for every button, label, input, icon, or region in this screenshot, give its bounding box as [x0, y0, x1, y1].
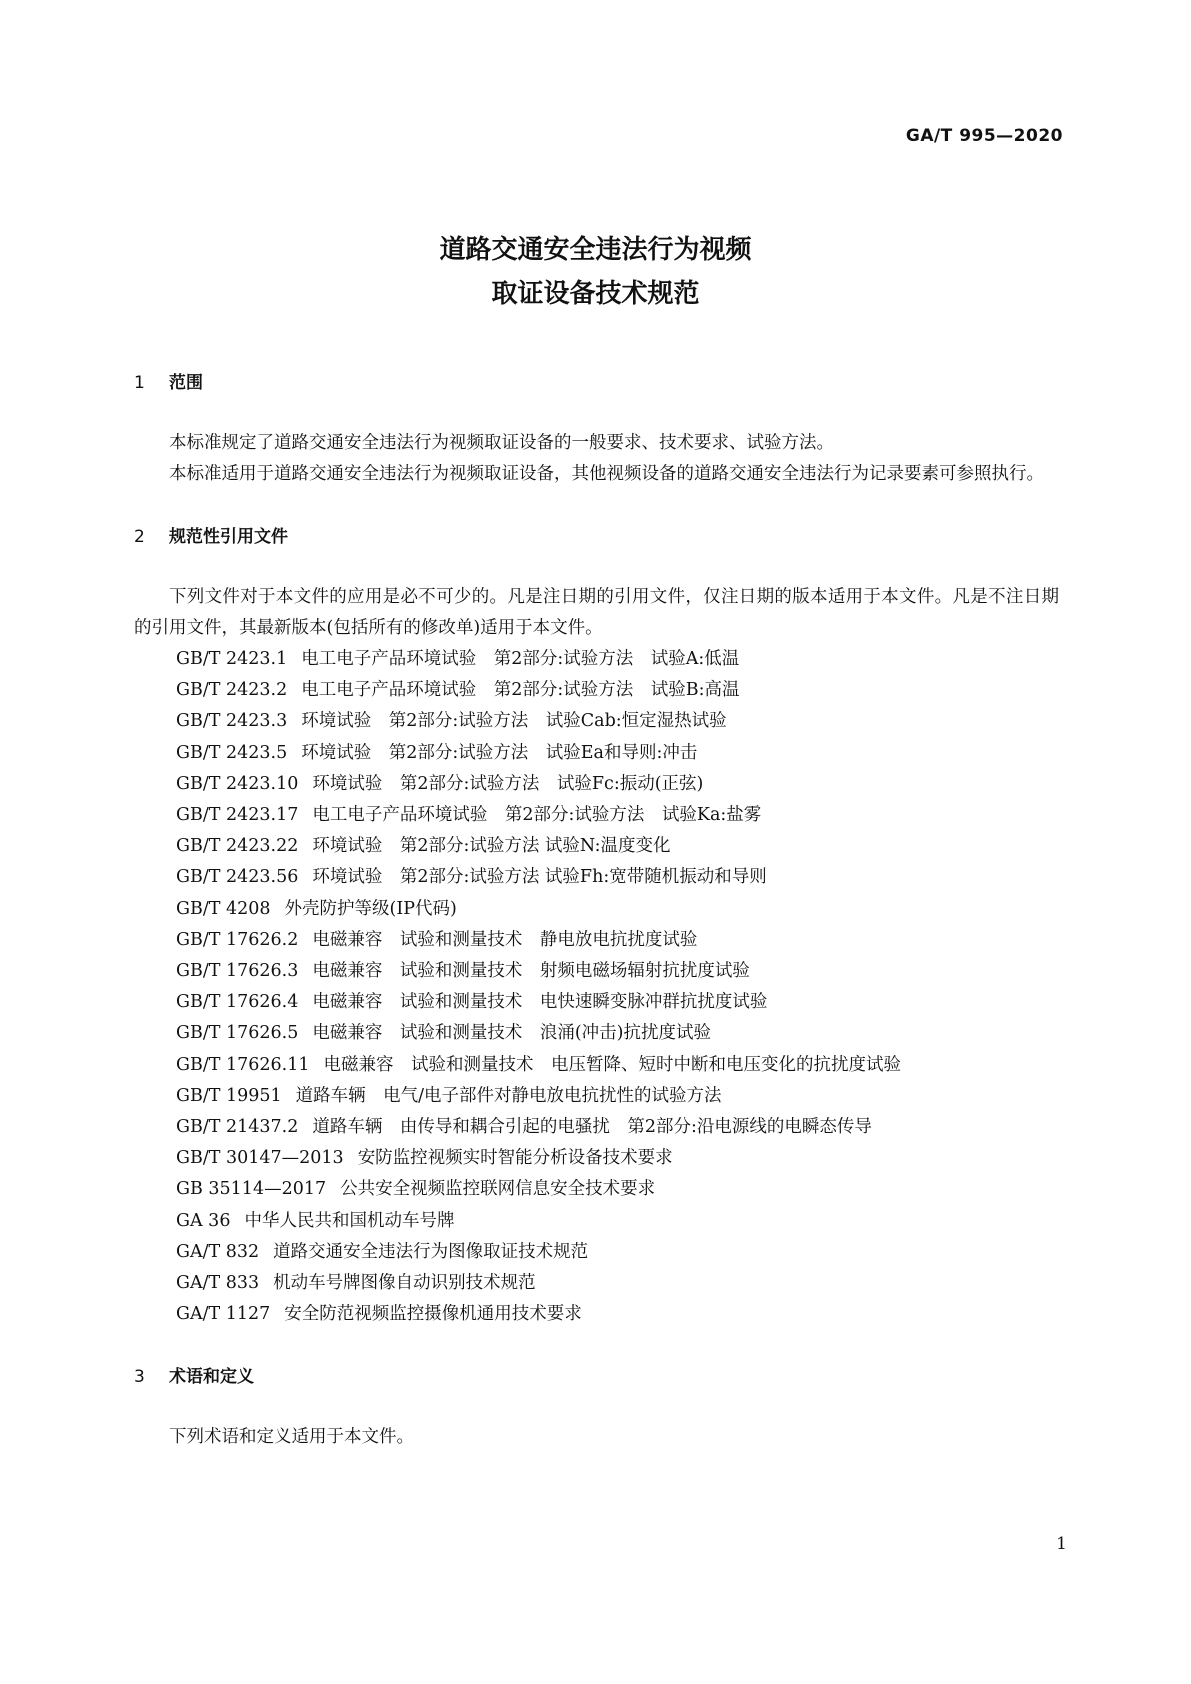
section-2-heading	[134, 526, 1059, 548]
reference-code: GB/T 4208	[176, 898, 271, 919]
reference-item	[134, 644, 1059, 675]
reference-item	[134, 1050, 1059, 1081]
reference-title: 道路车辆 由传导和耦合引起的电骚扰 第2部分:沿电源线的电瞬态传导	[312, 1117, 872, 1138]
reference-title: 环境试验 第2部分:试验方法 试验Fc:振动(正弦)	[312, 773, 704, 794]
reference-item	[134, 738, 1059, 769]
reference-code: GA 36	[176, 1210, 231, 1231]
title-line-1: 道路交通安全违法行为视频	[439, 235, 752, 265]
reference-item	[134, 675, 1059, 706]
reference-title: 电磁兼容 试验和测量技术 射频电磁场辐射抗扰度试验	[312, 961, 750, 982]
reference-code: GB/T 2423.10	[176, 773, 299, 794]
reference-item	[134, 894, 1059, 925]
reference-code: GB/T 17626.3	[176, 961, 299, 982]
title-line-2: 取证设备技术规范	[491, 279, 700, 309]
section-3-heading	[134, 1366, 1059, 1388]
reference-title: 电磁兼容 试验和测量技术 静电放电抗扰度试验	[312, 929, 698, 950]
reference-title: 机动车号牌图像自动识别技术规范	[273, 1273, 536, 1294]
reference-item	[134, 1018, 1059, 1049]
reference-item	[134, 1174, 1059, 1205]
reference-code: GB/T 17626.5	[176, 1023, 299, 1044]
section-number: 3	[134, 1367, 145, 1388]
reference-title: 电工电子产品环境试验 第2部分:试验方法 试验Ka:盐雾	[312, 805, 762, 826]
reference-code: GB/T 17626.2	[176, 929, 299, 950]
reference-item	[134, 831, 1059, 862]
reference-item	[134, 1299, 1059, 1330]
reference-code: GB/T 17626.11	[176, 1054, 310, 1075]
page-number: 1	[1056, 1534, 1067, 1554]
reference-title: 环境试验 第2部分:试验方法 试验N:温度变化	[312, 836, 671, 857]
reference-title: 电工电子产品环境试验 第2部分:试验方法 试验A:低温	[301, 649, 740, 669]
reference-title: 电磁兼容 试验和测量技术 电压暂降、短时中断和电压变化的抗扰度试验	[323, 1054, 901, 1075]
reference-item	[134, 925, 1059, 956]
reference-title: 道路车辆 电气/电子部件对静电放电抗扰性的试验方法	[295, 1085, 722, 1106]
reference-title: 公共安全视频监控联网信息安全技术要求	[340, 1179, 656, 1200]
section-title: 术语和定义	[169, 1367, 254, 1388]
reference-item	[134, 1237, 1059, 1268]
reference-item	[134, 956, 1059, 987]
reference-title: 环境试验 第2部分:试验方法 试验Fh:宽带随机振动和导则	[312, 867, 767, 888]
reference-code: GB/T 2423.2	[176, 680, 288, 701]
document-body	[134, 372, 1059, 1453]
reference-title: 道路交通安全违法行为图像取证技术规范	[273, 1241, 589, 1262]
document-title	[0, 228, 1191, 316]
reference-code: GB 35114—2017	[176, 1179, 327, 1200]
reference-code: GB/T 21437.2	[176, 1117, 299, 1138]
reference-title: 外壳防护等级(IP代码)	[284, 898, 457, 919]
section-1-heading	[134, 372, 1059, 394]
reference-code: GB/T 2423.1	[176, 649, 288, 669]
reference-item	[134, 769, 1059, 800]
standard-code: GA/T 995—2020	[905, 126, 1063, 146]
paragraph: 下列术语和定义适用于本文件。	[169, 1427, 414, 1448]
section-title: 规范性引用文件	[169, 527, 288, 547]
reference-code: GB/T 2423.17	[176, 805, 299, 826]
reference-code: GB/T 2423.3	[176, 711, 288, 732]
paragraph: 本标准规定了道路交通安全违法行为视频取证设备的一般要求、技术要求、试验方法。	[169, 433, 834, 453]
reference-item	[134, 987, 1059, 1018]
reference-code: GA/T 832	[176, 1241, 260, 1262]
paragraph: 本标准适用于道路交通安全违法行为视频取证设备，其他视频设备的道路交通安全违法行为记录要素可参照执行。	[169, 464, 1044, 484]
reference-item	[134, 800, 1059, 831]
reference-item	[134, 706, 1059, 737]
reference-title: 环境试验 第2部分:试验方法 试验Cab:恒定湿热试验	[301, 711, 727, 732]
reference-item	[134, 1268, 1059, 1299]
reference-title: 安全防范视频监控摄像机通用技术要求	[284, 1304, 582, 1325]
reference-item	[134, 1143, 1059, 1174]
reference-item	[134, 1112, 1059, 1143]
reference-code: GB/T 30147—2013	[176, 1148, 344, 1169]
section-number: 2	[134, 527, 145, 547]
reference-list	[134, 644, 1059, 1330]
reference-code: GB/T 19951	[176, 1085, 282, 1106]
reference-title: 电磁兼容 试验和测量技术 浪涌(冲击)抗扰度试验	[312, 1023, 711, 1044]
reference-title: 电磁兼容 试验和测量技术 电快速瞬变脉冲群抗扰度试验	[312, 992, 768, 1013]
reference-code: GB/T 2423.5	[176, 742, 288, 763]
reference-code: GA/T 833	[176, 1273, 260, 1294]
reference-title: 安防监控视频实时智能分析设备技术要求	[357, 1148, 673, 1169]
reference-code: GA/T 1127	[176, 1304, 271, 1325]
section-number: 1	[134, 373, 145, 393]
reference-item	[134, 862, 1059, 893]
section-title: 范围	[169, 373, 203, 393]
reference-code: GB/T 2423.56	[176, 867, 299, 888]
paragraph: 下列文件对于本文件的应用是必不可少的。凡是注日期的引用文件，仅注日期的版本适用于本文件。凡是不注日期的引用文件，其最新版本(包括所有的修改单)适用于本文件。	[134, 587, 1059, 638]
reference-code: GB/T 2423.22	[176, 836, 299, 857]
reference-item	[134, 1081, 1059, 1112]
reference-code: GB/T 17626.4	[176, 992, 299, 1013]
reference-title: 电工电子产品环境试验 第2部分:试验方法 试验B:高温	[301, 680, 740, 701]
reference-title: 中华人民共和国机动车号牌	[244, 1210, 455, 1231]
reference-item	[134, 1206, 1059, 1237]
reference-title: 环境试验 第2部分:试验方法 试验Ea和导则:冲击	[301, 742, 698, 763]
